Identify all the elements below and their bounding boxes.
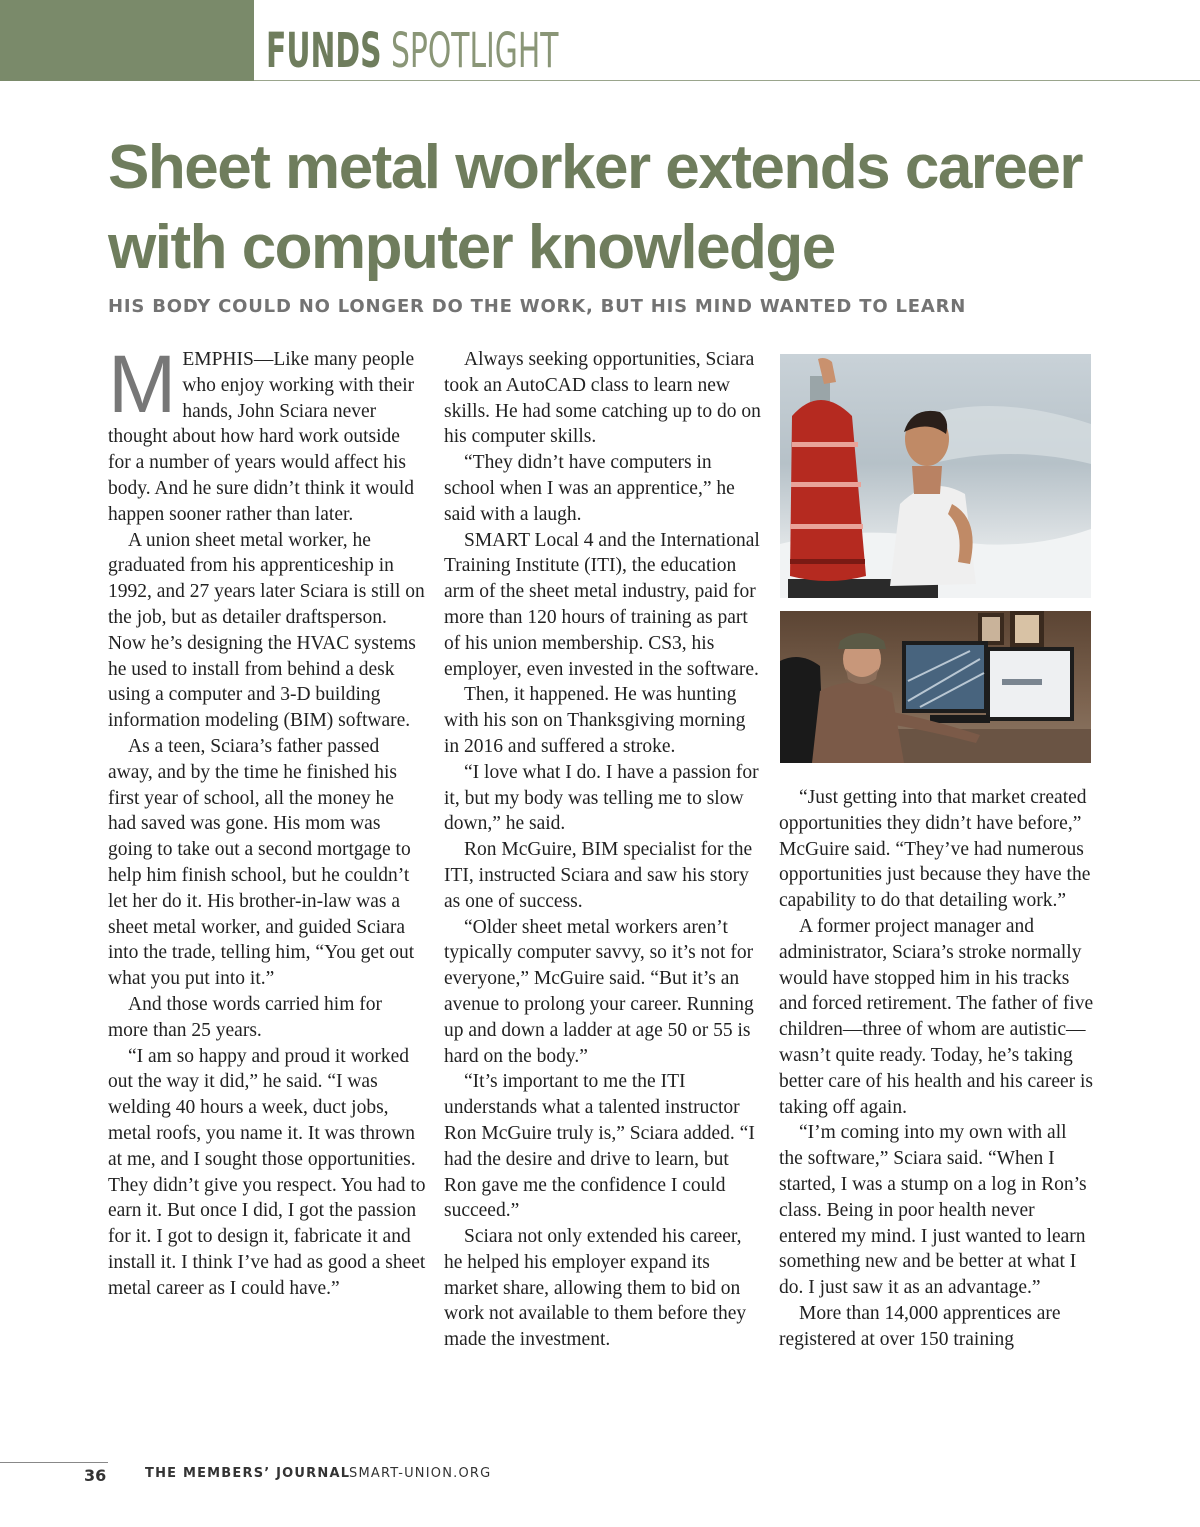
section-title: [266, 20, 558, 82]
paragraph: Always seeking opportunities, Sciara took an AutoCAD class to learn new skills. He had some catching up to do on his computer skills.: [444, 349, 761, 448]
article-column-2: [444, 347, 762, 1353]
paragraph: SMART Local 4 and the International Training Institute (ITI), the education arm of the sheet metal industry, paid for more than 120 hours of training as part of his union membership. CS3, his employer, even invested in the software.: [444, 529, 760, 680]
headline-line-1: Sheet metal worker extends career: [108, 133, 1083, 202]
page-number: 36: [84, 1466, 107, 1485]
paragraph: “I am so happy and proud it worked out the way it did,” he said. “I was welding 40 hours a week, duct jobs, metal roofs, you name it. It was thrown at me, and I sought those opportunities. They didn’t give you respect. You had to earn it. But once I did, I got the passion for it. I got to design it, fabricate it and install it. I think I’ve had as good a sheet metal career as I could have.”: [108, 1045, 426, 1299]
publication-name: THE MEMBERS’ JOURNAL: [145, 1466, 351, 1481]
paragraph: A former project manager and administrator, Sciara’s stroke normally would have stopped him in his tracks and forced retirement. The father of five children—three of whom are autistic—wasn’t quite ready. Today, he’s taking better care of his health and his career is taking off again.: [779, 915, 1094, 1118]
header-accent-block: [0, 0, 254, 81]
paragraph: “Older sheet metal workers aren’t typically computer savvy, so it’s not for everyone,” McGuire said. “But it’s an avenue to prolong your career. Running up and down a ladder at age 50 or 55 is hard on the body.”: [444, 916, 754, 1067]
publication-url: SMART-UNION.ORG: [349, 1466, 492, 1481]
paragraph: “It’s important to me the ITI understands what a talented instructor Ron McGuire truly is,” Sciara added. “I had the desire and drive to learn, but Ron gave me the confidence I could succeed.”: [444, 1071, 755, 1222]
paragraph: “Just getting into that market created opportunities they didn’t have before,” McGuire said. “They’ve had numerous opportunities just because they have the capability to do that detailing work.”: [779, 787, 1091, 912]
headline-line-2: with computer knowledge: [108, 213, 835, 282]
photo-worker-with-duct-illustration: [780, 354, 1091, 598]
paragraph: More than 14,000 apprentices are registered at over 150 training: [779, 1302, 1061, 1350]
paragraph: A union sheet metal worker, he graduated from his apprenticeship in 1992, and 27 years later Sciara is still on the job, but as detailer draftsperson. Now he’s designing the HVAC systems he used to install from behind a desk using a computer and 3-D building information modeling (BIM) software.: [108, 529, 425, 732]
deck-subheadline: HIS BODY COULD NO LONGER DO THE WORK, BUT HIS MIND WANTED TO LEARN: [108, 296, 967, 317]
footer-rule: [0, 1462, 108, 1463]
section-title-bold: FUNDS: [266, 23, 382, 79]
headline: [108, 128, 1108, 288]
photo-worker-at-computer-illustration: [780, 611, 1091, 763]
article-column-1: [108, 339, 426, 1301]
drop-cap: M: [108, 339, 177, 430]
photo-worker-with-duct: [780, 354, 1091, 598]
paragraph: Ron McGuire, BIM specialist for the ITI, instructed Sciara and saw his story as one of success.: [444, 839, 753, 912]
photo-worker-at-computer: [780, 611, 1091, 763]
paragraph: “I love what I do. I have a passion for it, but my body was telling me to slow down,” he said.: [444, 761, 759, 835]
paragraph: And those words carried him for more than 25 years.: [108, 993, 382, 1041]
paragraph: As a teen, Sciara’s father passed away, and by the time he finished his first year of school, all the money he had saved was gone. His mom was going to take out a second mortgage to help him finish school, but he couldn’t let her do it. His brother-in-law was a sheet metal worker, and guided Sciara into the trade, telling him, “You get out what you put into it.”: [108, 735, 415, 990]
section-title-light: SPOTLIGHT: [391, 23, 559, 79]
article-column-3: [779, 785, 1095, 1353]
paragraph: [108, 339, 426, 528]
paragraph: “I’m coming into my own with all the software,” Sciara said. “When I started, I was a stump on a log in Ron’s class. Being in poor health never entered my mind. I just wanted to learn something new and be better at what I do. I just saw it as an advantage.”: [779, 1122, 1087, 1299]
paragraph: “They didn’t have computers in school when I was an apprentice,” he said with a laugh.: [444, 452, 735, 525]
paragraph-text: EMPHIS—Like many people who enjoy working with their hands, John Sciara never thought about how hard work outside for a number of years would affect his body. And he sure didn’t think it would happen sooner rather than later.: [108, 349, 415, 525]
paragraph: Then, it happened. He was hunting with his son on Thanksgiving morning in 2016 and suffered a stroke.: [444, 684, 746, 757]
paragraph: Sciara not only extended his career, he helped his employer expand its market share, allowing them to bid on work not available to them before they made the investment.: [444, 1226, 747, 1351]
